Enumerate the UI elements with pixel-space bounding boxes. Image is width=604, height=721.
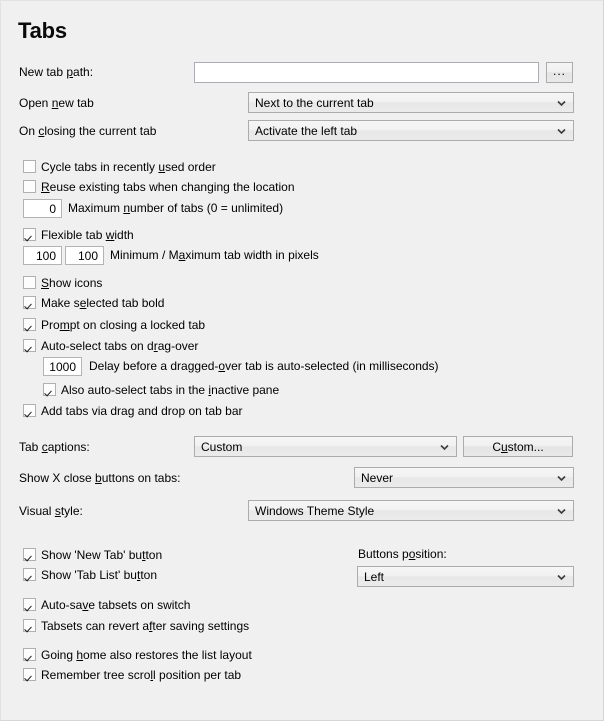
auto-select-tabs-on-drag-over-checkbox[interactable]	[23, 339, 36, 352]
auto-save-tabsets-on-switch-checkbox[interactable]	[23, 598, 36, 611]
add-tabs-via-drag-and-drop-checkbox[interactable]	[23, 404, 36, 417]
checkbox-row-cycle-tabs-recently-used[interactable]	[23, 159, 216, 174]
new-tab-path-browse-button[interactable]: ...	[546, 62, 573, 83]
auto-select-tabs-on-drag-over-label: Auto-select tabs on drag-over	[41, 338, 199, 353]
checkbox-row-remember-tree-scroll-position[interactable]	[23, 667, 241, 682]
show-x-close-buttons-dropdown[interactable]	[354, 467, 574, 488]
checkbox-row-make-selected-tab-bold[interactable]	[23, 295, 164, 310]
show-new-tab-button-checkbox[interactable]	[23, 548, 36, 561]
min-tab-width-input[interactable]	[23, 246, 62, 265]
show-icons-label: Show icons	[41, 275, 103, 290]
buttons-position-dropdown[interactable]	[357, 566, 574, 587]
also-auto-select-inactive-pane-label: Also auto-select tabs in the inactive pane	[61, 382, 280, 397]
checkbox-row-also-auto-select-inactive-pane[interactable]	[43, 382, 279, 397]
max-tab-width-input[interactable]	[65, 246, 104, 265]
show-x-close-buttons-label: Show X close buttons on tabs:	[19, 471, 181, 485]
remember-tree-scroll-position-checkbox[interactable]	[23, 668, 36, 681]
also-auto-select-inactive-pane-checkbox[interactable]	[43, 383, 56, 396]
checkbox-row-tabsets-can-revert[interactable]	[23, 618, 249, 633]
on-closing-current-tab-label: On closing the current tab	[19, 124, 157, 138]
new-tab-path-input[interactable]	[194, 62, 539, 83]
chevron-down-icon	[557, 98, 566, 107]
checkbox-row-reuse-existing-tabs[interactable]	[23, 179, 295, 194]
chevron-down-icon	[557, 126, 566, 135]
visual-style-value: Windows Theme Style	[255, 503, 375, 518]
chevron-down-icon	[557, 506, 566, 515]
max-number-of-tabs-input[interactable]	[23, 199, 62, 218]
tab-captions-value: Custom	[201, 439, 243, 454]
checkbox-row-auto-save-tabsets-on-switch[interactable]	[23, 597, 190, 612]
flexible-tab-width-label: Flexible tab width	[41, 227, 134, 242]
checkbox-row-show-icons[interactable]	[23, 275, 102, 290]
checkbox-row-show-tab-list-button[interactable]	[23, 567, 157, 582]
prompt-on-closing-locked-tab-checkbox[interactable]	[23, 318, 36, 331]
tab-width-label: Minimum / Maximum tab width in pixels	[110, 248, 319, 262]
checkbox-row-show-new-tab-button[interactable]	[23, 547, 162, 562]
chevron-down-icon	[557, 572, 566, 581]
drag-over-delay-label: Delay before a dragged-over tab is auto-selected (in milliseconds)	[89, 359, 439, 373]
max-number-of-tabs-label: Maximum number of tabs (0 = unlimited)	[68, 201, 284, 215]
make-selected-tab-bold-checkbox[interactable]	[23, 296, 36, 309]
tabs-settings-panel	[1, 1, 603, 720]
tab-captions-custom-button[interactable]	[463, 436, 573, 457]
tab-captions-custom-button-label: Custom...	[492, 439, 544, 454]
going-home-restores-list-layout-checkbox[interactable]	[23, 648, 36, 661]
tab-captions-label: Tab captions:	[19, 440, 90, 454]
prompt-on-closing-locked-tab-label: Prompt on closing a locked tab	[41, 317, 206, 332]
checkbox-row-prompt-on-closing-locked-tab[interactable]	[23, 317, 205, 332]
show-tab-list-button-label: Show 'Tab List' button	[41, 567, 158, 582]
new-tab-path-label: New tab path:	[19, 65, 94, 79]
cycle-tabs-recently-used-checkbox[interactable]	[23, 160, 36, 173]
show-icons-checkbox[interactable]	[23, 276, 36, 289]
open-new-tab-dropdown[interactable]	[248, 92, 574, 113]
show-new-tab-button-label: Show 'New Tab' button	[41, 547, 163, 562]
buttons-position-label: Buttons position:	[358, 547, 447, 561]
reuse-existing-tabs-label: Reuse existing tabs when changing the location	[41, 179, 295, 194]
visual-style-dropdown[interactable]	[248, 500, 574, 521]
chevron-down-icon	[440, 442, 449, 451]
open-new-tab-label: Open new tab	[19, 96, 94, 110]
on-closing-current-tab-value: Activate the left tab	[255, 123, 358, 138]
auto-save-tabsets-on-switch-label: Auto-save tabsets on switch	[41, 597, 191, 612]
cycle-tabs-recently-used-label: Cycle tabs in recently used order	[41, 159, 216, 174]
page-title: Tabs	[18, 18, 67, 43]
checkbox-row-flexible-tab-width[interactable]	[23, 227, 134, 242]
visual-style-label: Visual style:	[19, 504, 83, 518]
tab-captions-dropdown[interactable]	[194, 436, 457, 457]
add-tabs-via-drag-and-drop-label: Add tabs via drag and drop on tab bar	[41, 403, 243, 418]
checkbox-row-going-home-restores-list-layout[interactable]	[23, 647, 252, 662]
show-tab-list-button-checkbox[interactable]	[23, 568, 36, 581]
tabsets-can-revert-checkbox[interactable]	[23, 619, 36, 632]
remember-tree-scroll-position-label: Remember tree scroll position per tab	[41, 667, 242, 682]
on-closing-current-tab-dropdown[interactable]	[248, 120, 574, 141]
open-new-tab-value: Next to the current tab	[255, 95, 374, 110]
drag-over-delay-input[interactable]	[43, 357, 82, 376]
make-selected-tab-bold-label: Make selected tab bold	[41, 295, 165, 310]
flexible-tab-width-checkbox[interactable]	[23, 228, 36, 241]
reuse-existing-tabs-checkbox[interactable]	[23, 180, 36, 193]
chevron-down-icon	[557, 473, 566, 482]
checkbox-row-add-tabs-via-drag-and-drop[interactable]	[23, 403, 243, 418]
checkbox-row-auto-select-tabs-on-drag-over[interactable]	[23, 338, 198, 353]
tabsets-can-revert-label: Tabsets can revert after saving settings	[41, 618, 250, 633]
buttons-position-value: Left	[364, 569, 385, 584]
show-x-close-buttons-value: Never	[361, 470, 394, 485]
going-home-restores-list-layout-label: Going home also restores the list layout	[41, 647, 252, 662]
